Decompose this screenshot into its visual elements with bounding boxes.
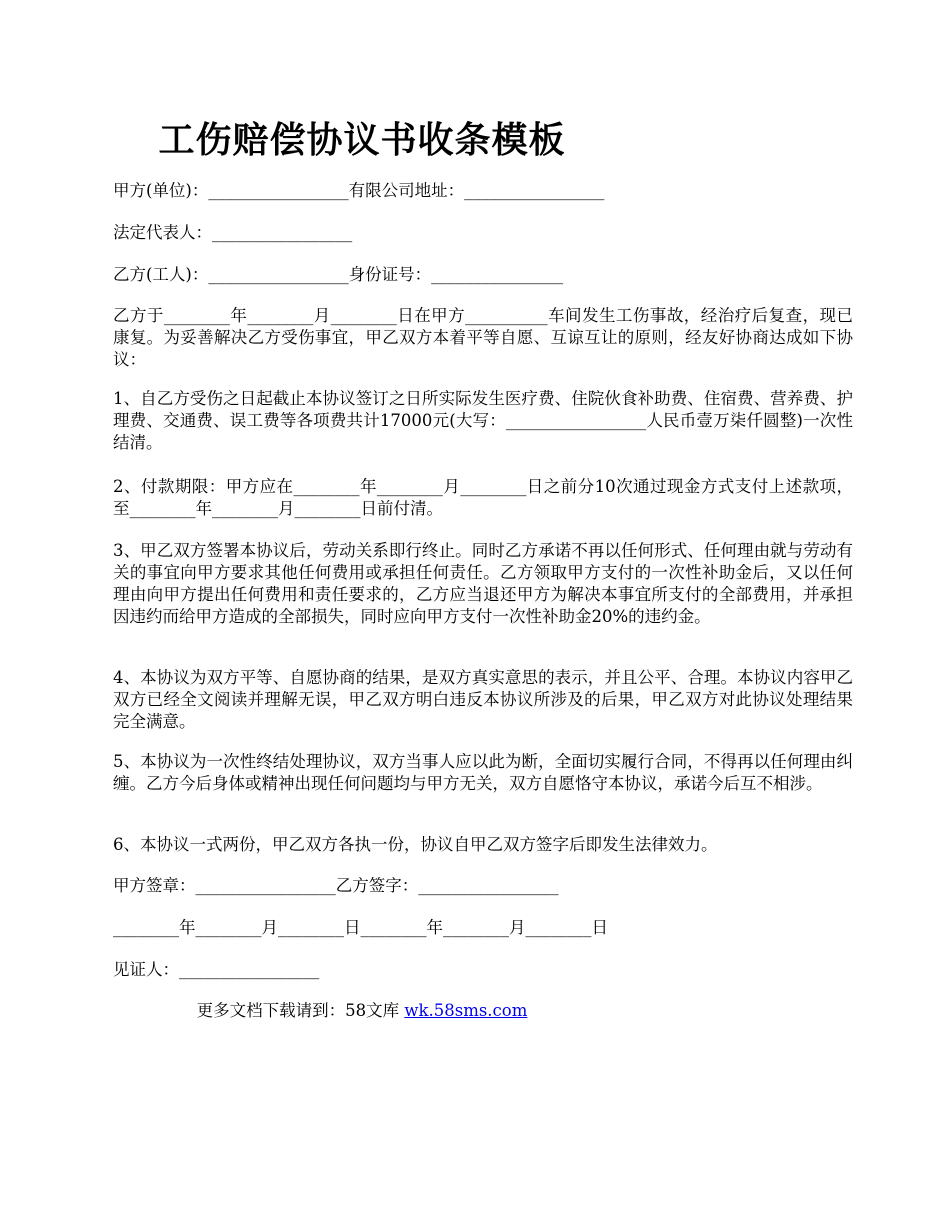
witness-line: 见证人：_________________ bbox=[113, 960, 320, 979]
date-line: ________年________月________日________年________月________日 bbox=[113, 918, 608, 937]
clause-5: 5、本协议为一次性终结处理协议，双方当事人应以此为断，全面切实履行合同，不得再以任何理由纠缠。乙方今后身体或精神出现任何问题均与甲方无关，双方自愿恪守本协议，承诺今后互不相涉。 bbox=[113, 752, 853, 793]
footer bbox=[0, 1000, 837, 1022]
party-b-line: 乙方(工人)：_________________身份证号：________________ bbox=[113, 265, 564, 284]
clause-4: 4、本协议为双方平等、自愿协商的结果，是双方真实意思的表示，并且公平、合理。本协议内容甲乙双方已经全文阅读并理解无误，甲乙双方明白违反本协议所涉及的后果，甲乙双方对此协议处理结果完全满意。 bbox=[113, 668, 853, 731]
clause-1: 1、自乙方受伤之日起截止本协议签订之日所实际发生医疗费、住院伙食补助费、住宿费、营养费、护理费、交通费、误工费等各项费共计17000元(大写：_________________人民币壹万柒仟圆整)一次性结清。 bbox=[113, 389, 853, 452]
party-a-line: 甲方(单位)：_________________有限公司地址：_________________ bbox=[113, 181, 605, 200]
clause-2: 2、付款期限：甲方应在________年________月________日之前分10次通过现金方式支付上述款项，至________年________月________日前付清。 bbox=[113, 477, 853, 518]
document-title: 工伤赔偿协议书收条模板 bbox=[158, 119, 566, 161]
footer-link[interactable]: wk.58sms.com bbox=[404, 1001, 528, 1020]
signature-line: 甲方签章：_________________乙方签字：_________________ bbox=[113, 876, 559, 895]
clause-3: 3、甲乙双方签署本协议后，劳动关系即行终止。同时乙方承诺不再以任何形式、任何理由就与劳动有关的事宜向甲方要求其他任何费用或承担任何责任。乙方领取甲方支付的一次性补助金后，又以任何理由向甲方提出任何费用和责任要求的，乙方应当退还甲方为解决本事宜所支付的全部费用，并承担因违约而给甲方造成的全部损失，同时应向甲方支付一次性补助金20%的违约金。 bbox=[113, 541, 853, 626]
footer-text: 更多文档下载请到：58文库 bbox=[196, 1001, 405, 1020]
legal-representative-line: 法定代表人：_________________ bbox=[113, 223, 353, 242]
intro-paragraph: 乙方于________年________月________日在甲方__________车间发生工伤事故，经治疗后复查，现已康复。为妥善解决乙方受伤事宜，甲乙双方本着平等自愿、互谅互让的原则，经友好协商达成如下协议： bbox=[113, 306, 853, 369]
clause-6: 6、本协议一式两份，甲乙双方各执一份，协议自甲乙双方签字后即发生法律效力。 bbox=[113, 835, 718, 854]
